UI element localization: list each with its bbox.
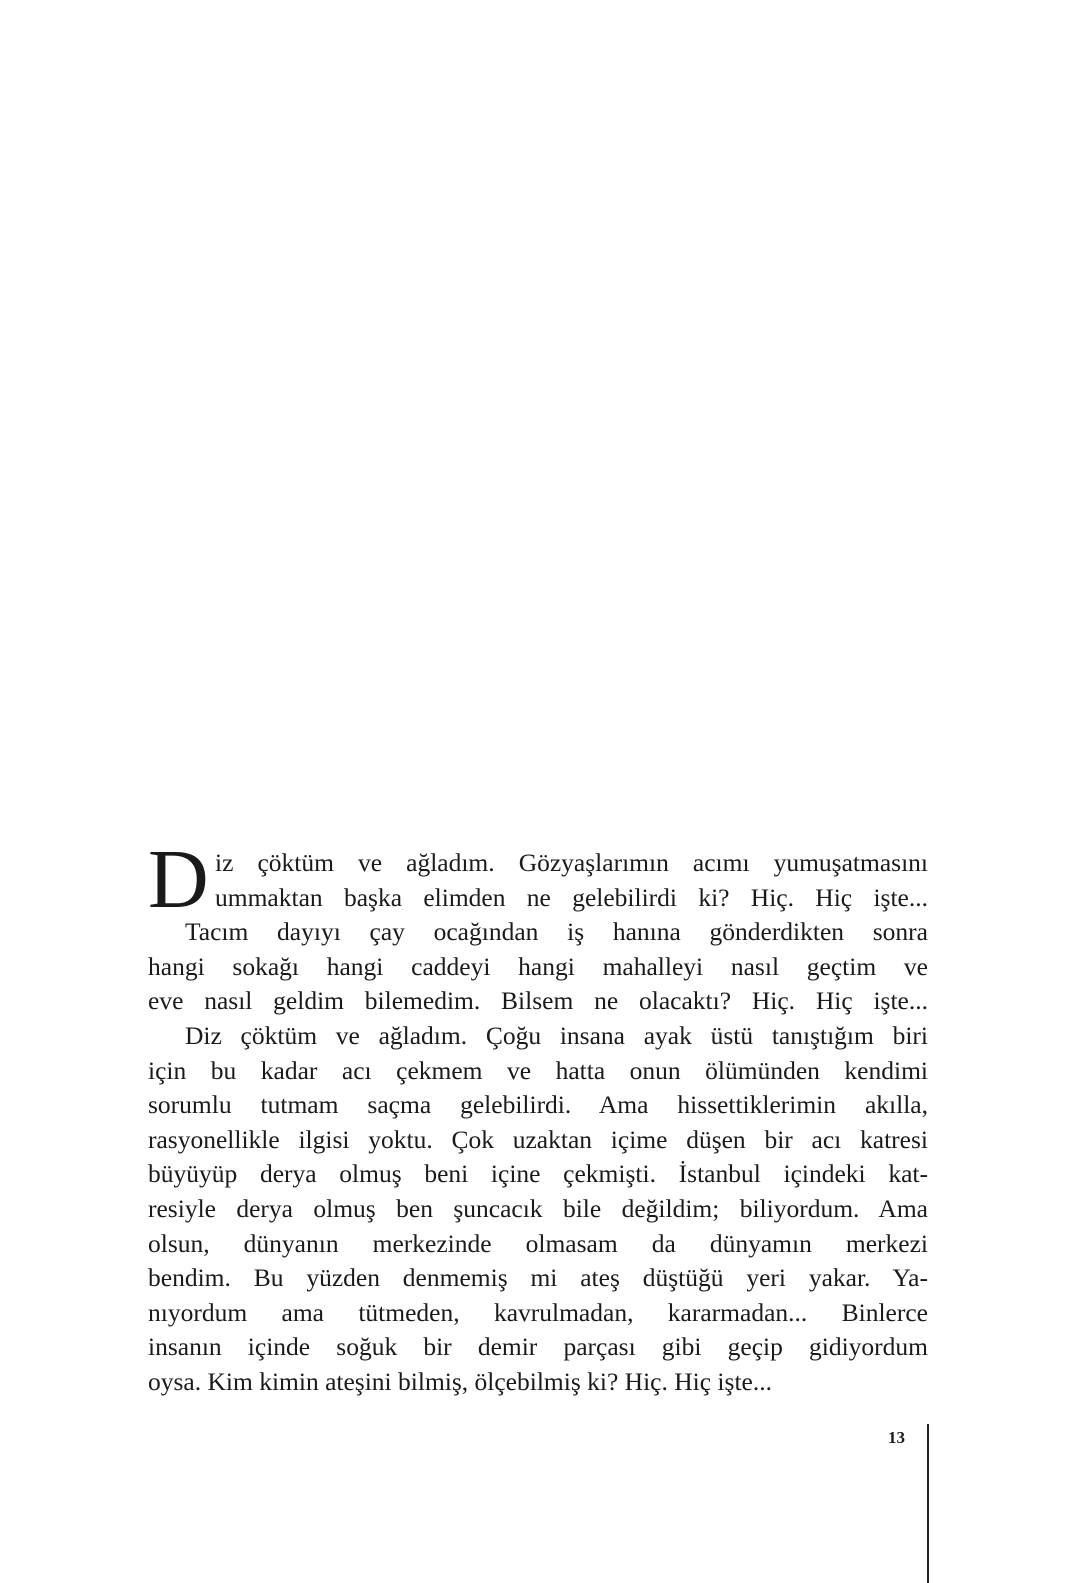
- text-line: iz çöktüm ve ağladım. Gözyaşlarımın acımı yumuşatmasını: [215, 848, 928, 877]
- text-line: rasyonellikle ilgisi yoktu. Çok uzaktan içime düşen bir acı katresi: [148, 1124, 928, 1154]
- margin-rule: [927, 1424, 929, 1583]
- body-text: [148, 846, 928, 1400]
- text-line: insanın içinde soğuk bir demir parçası gibi geçip gidiyordum: [148, 1332, 928, 1362]
- text-line: eve nasıl geldim bilemedim. Bilsem ne olacaktı? Hiç. Hiç işte...: [148, 986, 928, 1016]
- text-line: olsun, dünyanın merkezinde olmasam da dünyamın merkezi: [148, 1228, 928, 1258]
- text-line: Diz çöktüm ve ağladım. Çoğu insana ayak üstü tanıştığım biri: [185, 1020, 928, 1050]
- text-line: nıyordum ama tütmeden, kavrulmadan, kararmadan... Binlerce: [148, 1297, 928, 1327]
- text-line: oysa. Kim kimin ateşini bilmiş, ölçebilmiş ki? Hiç. Hiç işte...: [148, 1366, 772, 1396]
- text-line: resiyle derya olmuş ben şuncacık bile değildim; biliyordum. Ama: [148, 1193, 928, 1223]
- text-line: ummaktan başka elimden ne gelebilirdi ki? Hiç. Hiç işte...: [215, 882, 928, 912]
- text-line: hangi sokağı hangi caddeyi hangi mahalleyi nasıl geçtim ve: [148, 951, 928, 981]
- page-number: 13: [888, 1428, 905, 1447]
- text-line: bendim. Bu yüzden denmemiş mi ateş düştüğü yeri yakar. Ya-: [148, 1263, 928, 1293]
- text-line: Tacım dayıyı çay ocağından iş hanına gönderdikten sonra: [185, 917, 928, 947]
- text-line: sorumlu tutmam saçma gelebilirdi. Ama hissettiklerimin akılla,: [148, 1090, 928, 1120]
- text-line: için bu kadar acı çekmem ve hatta onun ölümünden kendimi: [148, 1055, 928, 1085]
- text-line: büyüyüp derya olmuş beni içine çekmişti. İstanbul içindeki kat-: [148, 1159, 928, 1189]
- drop-cap: D: [148, 833, 209, 926]
